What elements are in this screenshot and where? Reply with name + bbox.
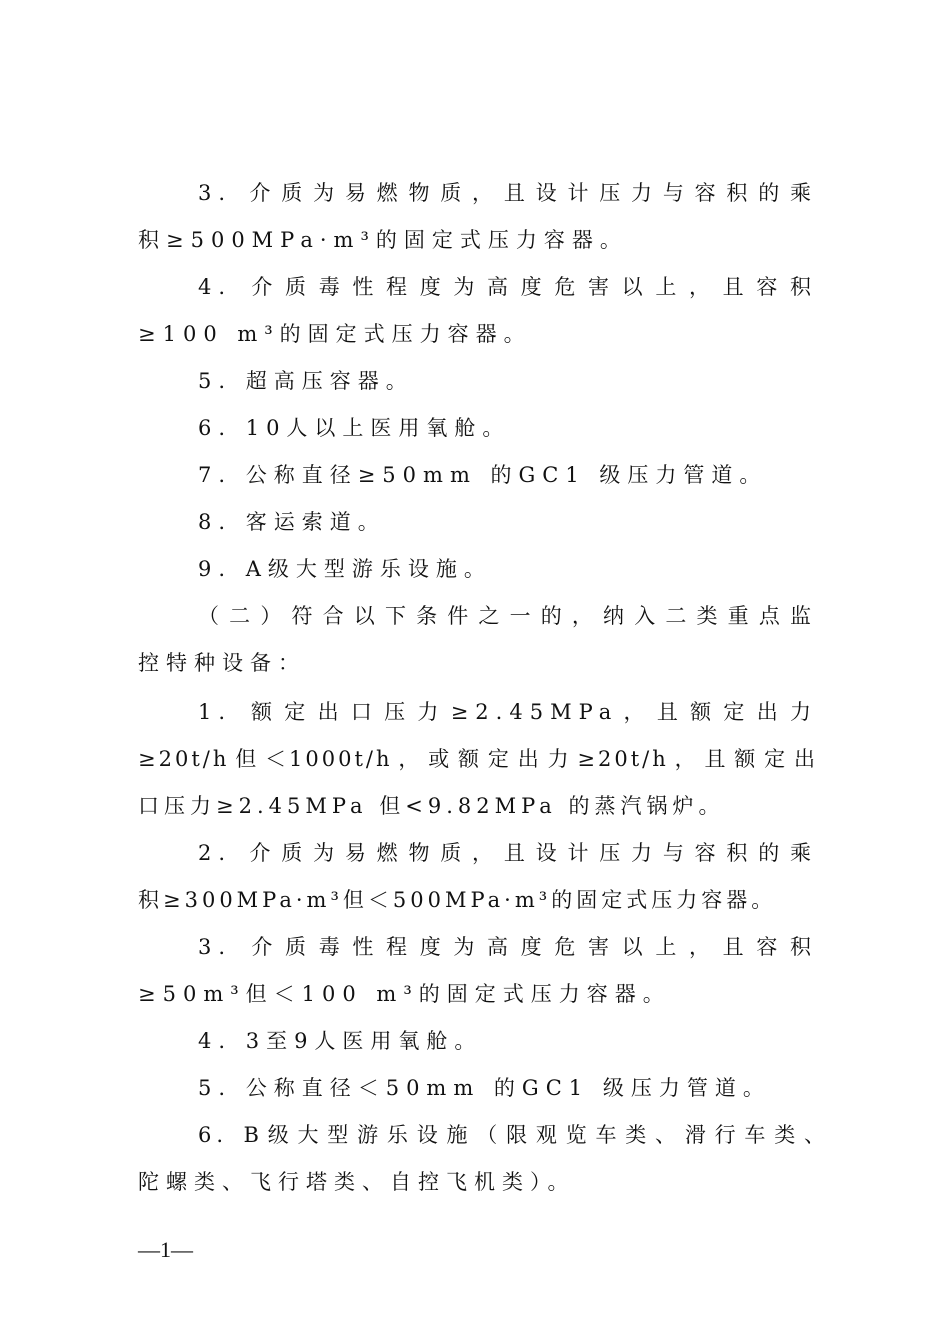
list-item: 9. A级大型游乐设施。 xyxy=(198,557,492,581)
paragraph-line: 3. 介质毒性程度为高度危害以上，且容积 xyxy=(198,935,818,959)
list-item: 7. 公称直径≥50mm 的GC1 级压力管道。 xyxy=(198,463,768,487)
list-item: 6. 10人以上医用氧舱。 xyxy=(198,416,511,440)
list-item: 8. 客运索道。 xyxy=(198,510,386,534)
paragraph-line: 口压力≥2.45MPa 但<9.82MPa 的蒸汽锅炉。 xyxy=(138,794,725,818)
section-heading-line: （二）符合以下条件之一的，纳入二类重点监 xyxy=(198,604,818,628)
paragraph-line: ≥100 m³的固定式压力容器。 xyxy=(138,322,532,346)
list-item: 4. 3至9人医用氧舱。 xyxy=(198,1029,483,1053)
list-item: 5. 公称直径＜50mm 的GC1 级压力管道。 xyxy=(198,1076,771,1100)
list-item: 5. 超高压容器。 xyxy=(198,369,414,393)
paragraph-line: 1. 额定出口压力≥2.45MPa，且额定出力 xyxy=(198,700,818,724)
paragraph-line: ≥20t/h但＜1000t/h，或额定出力≥20t/h，且额定出 xyxy=(138,747,818,771)
paragraph-line: 6. B级大型游乐设施（限观览车类、滑行车类、 xyxy=(198,1123,830,1147)
paragraph-line: ≥50m³但＜100 m³的固定式压力容器。 xyxy=(138,982,671,1006)
paragraph-line: 积≥300MPa·m³但＜500MPa·m³的固定式压力容器。 xyxy=(138,888,777,912)
paragraph-line: 2. 介质为易燃物质，且设计压力与容积的乘 xyxy=(198,841,818,865)
paragraph-line: 积≥500MPa·m³的固定式压力容器。 xyxy=(138,228,628,252)
section-heading-line: 控特种设备： xyxy=(138,651,306,675)
paragraph-line: 3. 介质为易燃物质，且设计压力与容积的乘 xyxy=(198,181,818,205)
paragraph-line: 陀螺类、飞行塔类、自控飞机类）。 xyxy=(138,1170,576,1194)
paragraph-line: 4. 介质毒性程度为高度危害以上，且容积 xyxy=(198,275,818,299)
page-number: —1— xyxy=(138,1237,193,1262)
